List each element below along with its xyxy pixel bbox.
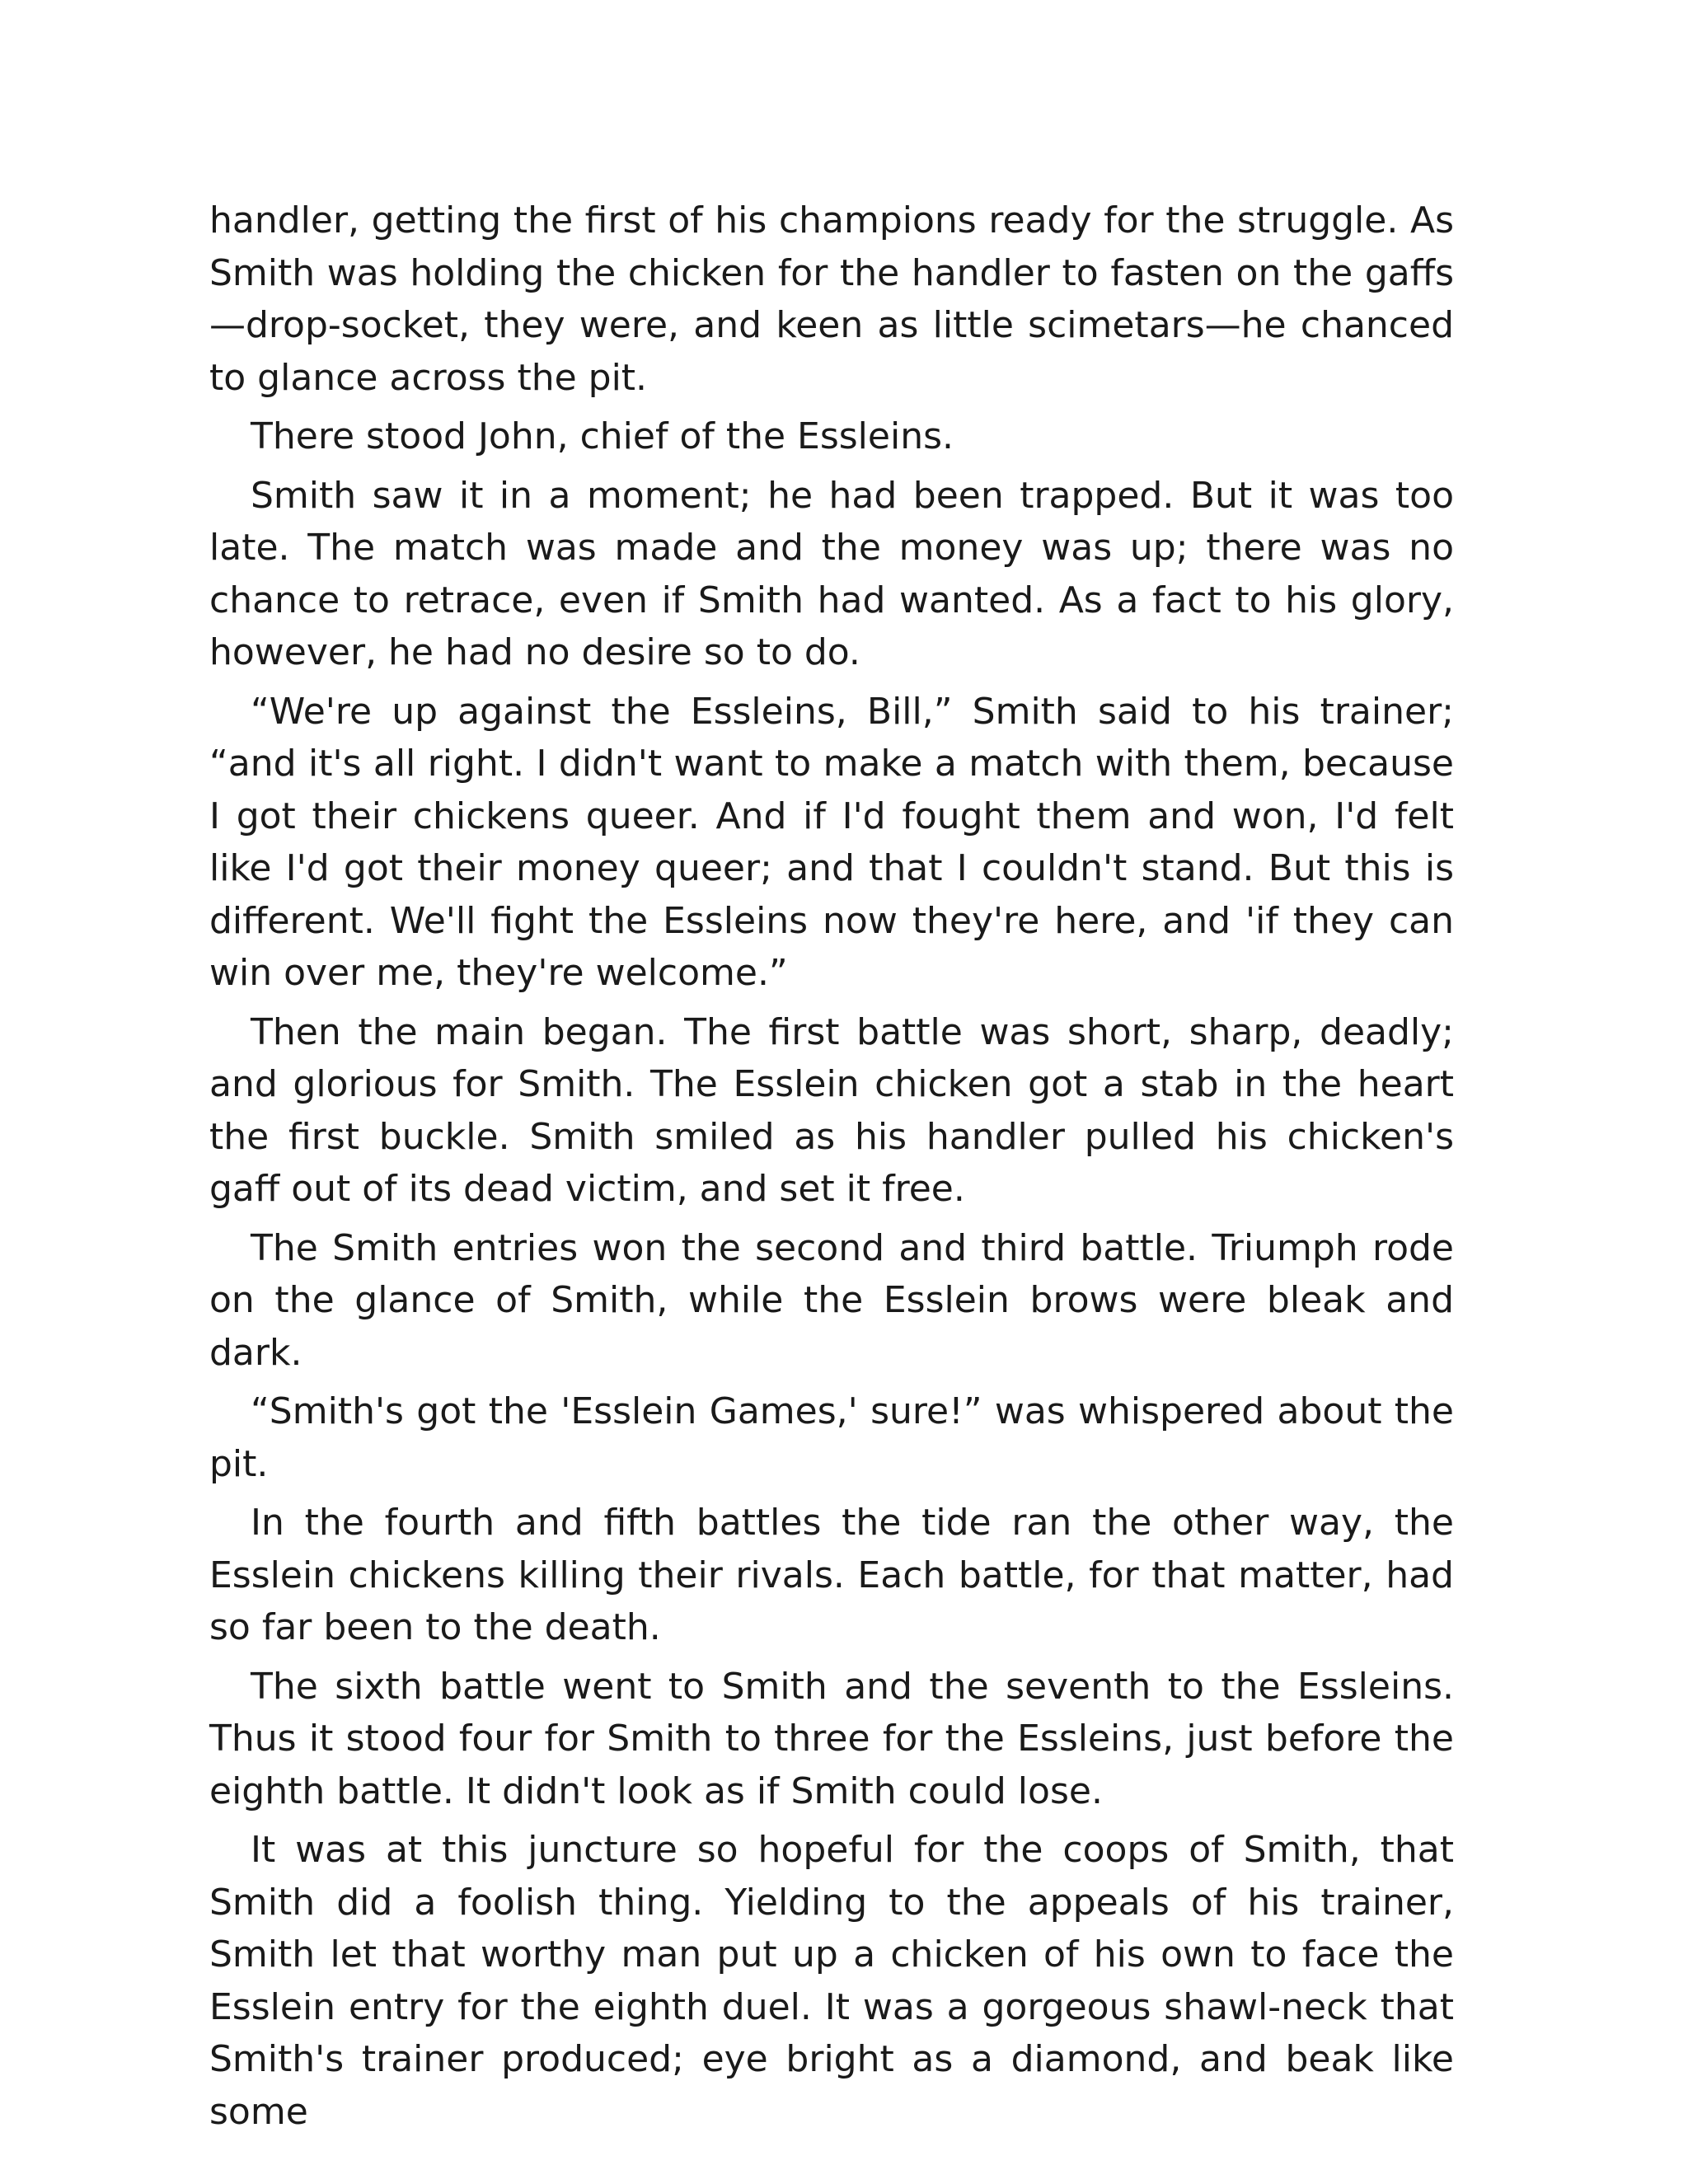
paragraph-7: “Smith's got the 'Esslein Games,' sure!” was whispered about the pit.	[209, 1390, 1454, 1485]
paragraph-5: Then the main began. The first battle was short, sharp, deadly; and glorious for Smith. The Esslein chicken got a stab in the heart the first buckle. Smith smiled as his handler pulled his chicken's gaff out of its dead victim, and set it free.	[209, 1010, 1454, 1210]
paragraph-10: It was at this juncture so hopeful for the coops of Smith, that Smith did a foolish thing. Yielding to the appeals of his trainer, Smith let that worthy man put up a chicken of his own to face the Esslein entry for the eighth duel. It was a gorgeous shawl-neck that Smith's trainer produced; eye bright as a diamond, and beak like some	[209, 1829, 1454, 2133]
paragraph-9: The sixth battle went to Smith and the seventh to the Essleins. Thus it stood four for Smith to three for the Essleins, just before the eighth battle. It didn't look as if Smith could lose.	[209, 1665, 1454, 1812]
paragraph-2: There stood John, chief of the Essleins.	[251, 415, 954, 457]
paragraph-1: handler, getting the first of his champions ready for the struggle. As Smith was holding the chicken for the handler to fasten on the gaffs —drop-socket, they were, and keen as little scimetars—he chanced to glance across the pit.	[209, 199, 1454, 399]
paragraph-3: Smith saw it in a moment; he had been trapped. But it was too late. The match was made and the money was up; there was no chance to retrace, even if Smith had wanted. As a fact to his glory, however, he had no desire so to do.	[209, 474, 1454, 673]
page-body	[209, 194, 1454, 2144]
paragraph-6: The Smith entries won the second and third battle. Triumph rode on the glance of Smith, while the Esslein brows were bleak and dark.	[209, 1226, 1454, 1374]
paragraph-8: In the fourth and fifth battles the tide ran the other way, the Esslein chickens killing their rivals. Each battle, for that matter, had so far been to the death.	[209, 1502, 1454, 1648]
paragraph-4: “We're up against the Essleins, Bill,” Smith said to his trainer; “and it's all right. I didn't want to make a match with them, because I got their chickens queer. And if I'd fought them and won, I'd felt like I'd got their money queer; and that I couldn't stand. But this is different. We'll fight the Essleins now they're here, and 'if they can win over me, they're welcome.”	[209, 690, 1454, 994]
